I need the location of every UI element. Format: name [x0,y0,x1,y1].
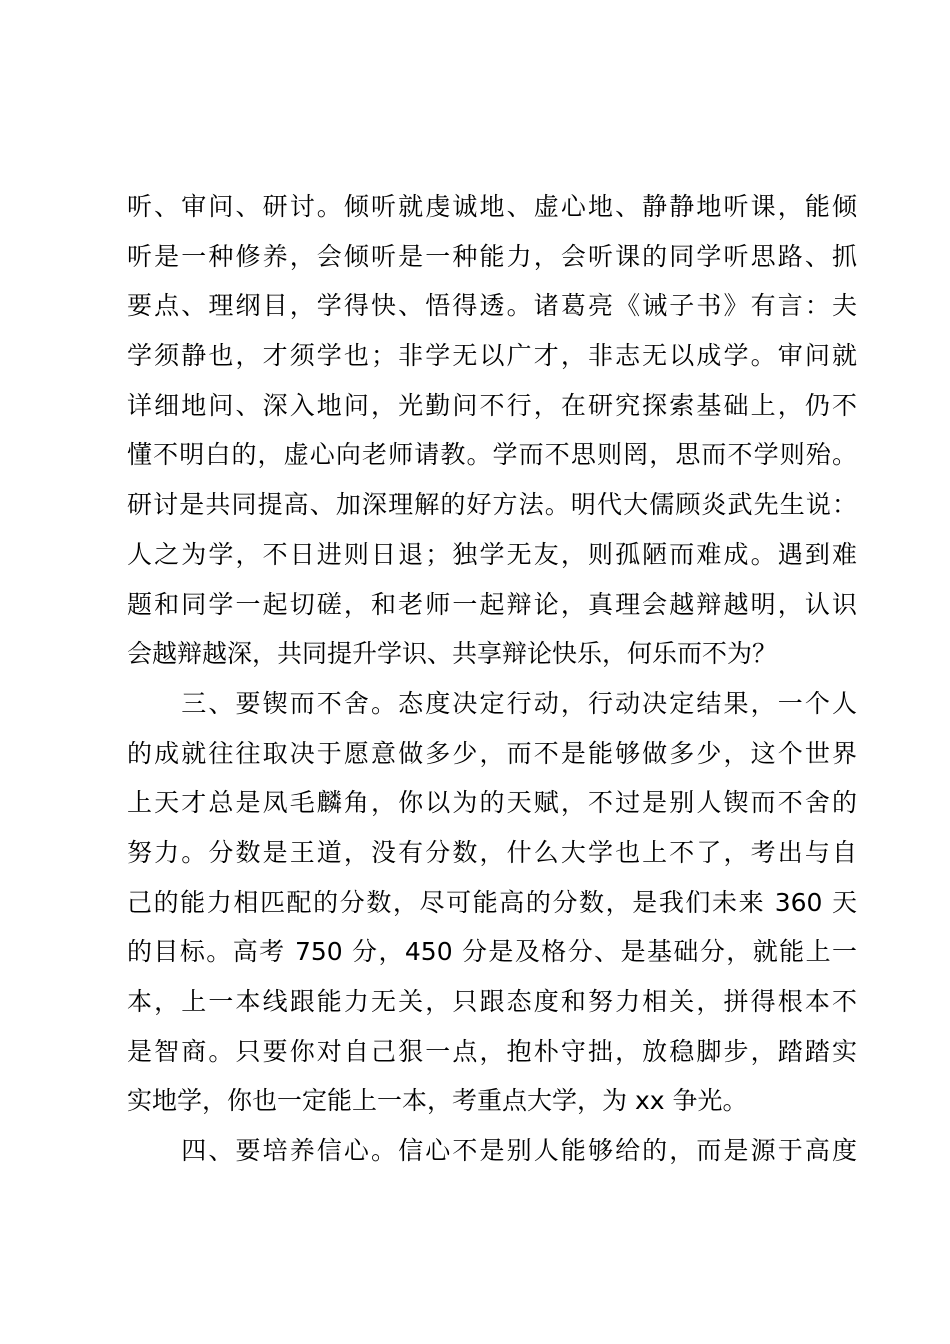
text-line: 实地学，你也一定能上一本，考重点大学，为 xx 争光。 [127,1086,748,1116]
text-line: 上天才总是凤毛麟角，你以为的天赋，不过是别人锲而不舍的 [127,788,857,818]
text-line: 详细地问、深入地问，光勤问不行，在研究探索基础上，仍不 [127,390,857,420]
text-line: 的目标。高考 750 分，450 分是及格分、是基础分，就能上一 [127,937,857,967]
body-text [127,182,857,1176]
text-line: 人之为学，不日进则日退；独学无友，则孤陋而难成。遇到难 [127,539,857,569]
text-line: 四、要培养信心。信心不是别人能够给的，而是源于高度 [127,1136,857,1166]
text-line: 己的能力相匹配的分数，尽可能高的分数，是我们未来 360 天 [127,887,857,917]
text-line: 听、审问、研讨。倾听就虔诚地、虚心地、静静地听课，能倾 [127,192,857,221]
text-line: 努力。分数是王道，没有分数，什么大学也上不了，考出与自 [127,837,857,867]
text-line: 会越辩越深，共同提升学识、共享辩论快乐，何乐而不为？ [127,639,778,669]
text-line: 三、要锲而不舍。态度决定行动，行动决定结果，一个人 [127,688,857,718]
text-line: 学须静也，才须学也；非学无以广才，非志无以成学。审问就 [127,341,857,371]
text-line: 懂不明白的，虚心向老师请教。学而不思则罔，思而不学则殆。 [127,440,857,470]
text-line: 本，上一本线跟能力无关，只跟态度和努力相关，拼得根本不 [127,987,857,1016]
text-line: 要点、理纲目，学得快、悟得透。诸葛亮《诫子书》有言：夫 [127,291,857,321]
text-line: 研讨是共同提高、加深理解的好方法。明代大儒顾炎武先生说： [127,490,857,520]
text-line: 题和同学一起切磋，和老师一起辩论，真理会越辩越明，认识 [127,589,857,619]
text-line: 听是一种修养，会倾听是一种能力，会听课的同学听思路、抓 [127,241,857,271]
text-line: 的成就往往取决于愿意做多少，而不是能够做多少，这个世界 [127,738,857,768]
text-line: 是智商。只要你对自己狠一点，抱朴守拙，放稳脚步，踏踏实 [127,1036,857,1066]
